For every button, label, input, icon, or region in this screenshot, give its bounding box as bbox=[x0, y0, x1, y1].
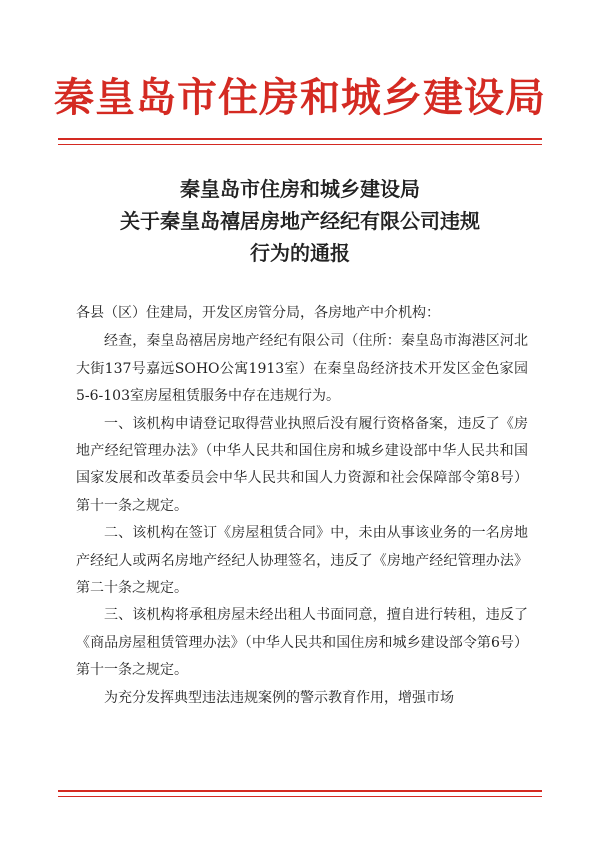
paragraph-violation-2: 二、该机构在签订《房屋租赁合同》中，未由从事该业务的一名房地产经纪人或两名房地产经纪人协理签名，违反了《房地产经纪管理办法》第二十条之规定。 bbox=[76, 525, 528, 597]
paragraph-violation-1: 一、该机构申请登记取得营业执照后没有履行资格备案，违反了《房地产经纪管理办法》（中华人民共和国住房和城乡建设部中华人民共和国国家发展和改革委员会中华人民共和国人力资源和社会保障部令第8号）第十一条之规定。 bbox=[76, 415, 528, 514]
document-body bbox=[76, 300, 528, 712]
letterhead-red-rule bbox=[58, 138, 542, 140]
footer-red-rule bbox=[58, 790, 542, 792]
paragraph-violation-3: 三、该机构将承租房屋未经出租人书面同意，擅自进行转租，违反了《商品房屋租赁管理办法》（中华人民共和国住房和城乡建设部令第6号）第十一条之规定。 bbox=[76, 607, 528, 679]
letterhead-org-name: 秦皇岛市住房和城乡建设局 bbox=[54, 74, 546, 121]
footer-red-rule-thin bbox=[58, 796, 542, 797]
document-title-line-3: 行为的通报 bbox=[250, 241, 350, 265]
paragraph-findings: 经查，秦皇岛禧居房地产经纪有限公司（住所：秦皇岛市海港区河北大街137号嘉远SOHO公寓1913室）在秦皇岛经济技术开发区金色家园5-6-103室房屋租赁服务中存在违规行为。 bbox=[76, 333, 528, 405]
letterhead-red-rule-thin bbox=[58, 144, 542, 145]
salutation: 各县（区）住建局，开发区房管分局，各房地产中介机构： bbox=[76, 305, 440, 321]
document-title-line-1: 秦皇岛市住房和城乡建设局 bbox=[180, 177, 420, 201]
document-title-line-2: 关于秦皇岛禧居房地产经纪有限公司违规 bbox=[120, 209, 480, 233]
paragraph-conclusion: 为充分发挥典型违法违规案例的警示教育作用，增强市场 bbox=[104, 689, 454, 706]
